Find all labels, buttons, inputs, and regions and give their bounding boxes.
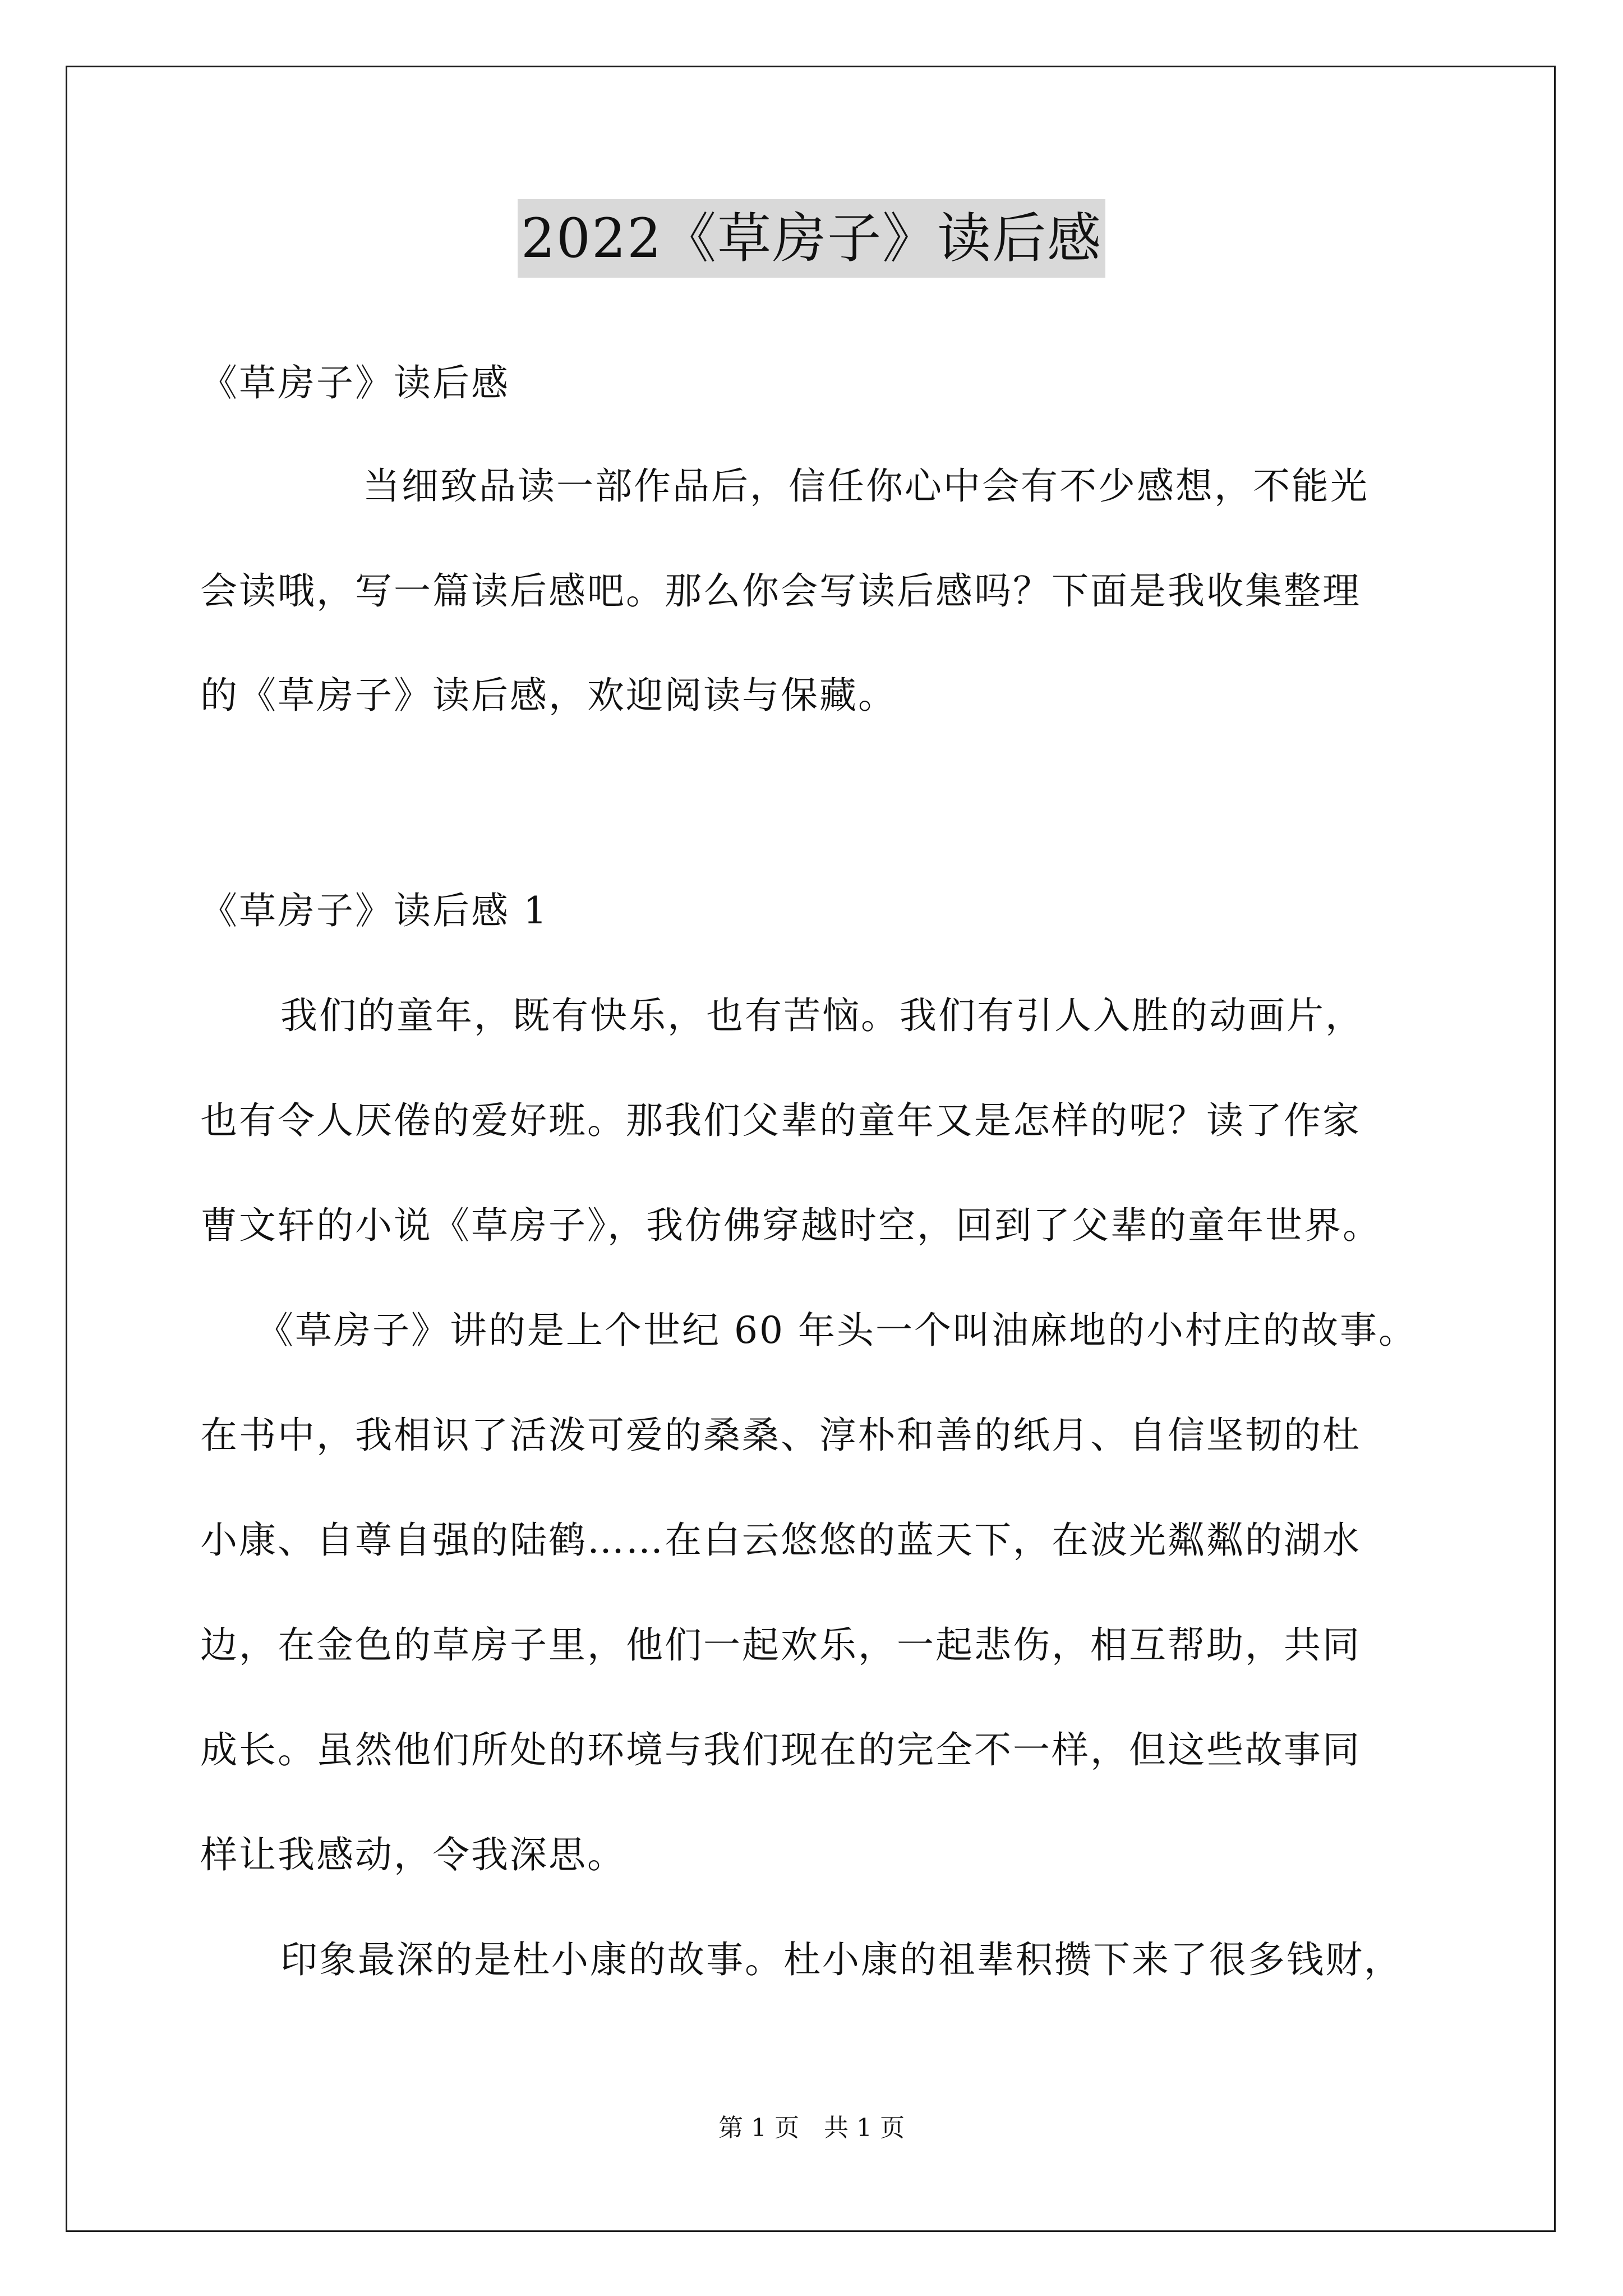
document-title: 2022《草房子》读后感	[518, 199, 1105, 278]
section-heading: 《草房子》读后感	[200, 361, 510, 404]
paragraph-line: 《草房子》讲的是上个世纪 60 年头一个叫油麻地的小村庄的故事。	[256, 1309, 1417, 1352]
section-heading: 《草房子》读后感 1	[200, 889, 548, 932]
paragraph-line: 在书中，我相识了活泼可爱的桑桑、淳朴和善的纸月、自信坚韧的杜	[200, 1414, 1361, 1457]
page-footer: 第 1 页 共 1 页	[718, 2114, 905, 2142]
paragraph-line: 也有令人厌倦的爱好班。那我们父辈的童年又是怎样的呢？读了作家	[200, 1099, 1361, 1142]
paragraph-line: 成长。虽然他们所处的环境与我们现在的完全不一样，但这些故事同	[200, 1728, 1361, 1772]
paragraph-line: 会读哦，写一篇读后感吧。那么你会写读后感吗？下面是我收集整理	[200, 569, 1361, 613]
paragraph-line: 小康、自尊自强的陆鹤……在白云悠悠的蓝天下，在波光粼粼的湖水	[200, 1519, 1361, 1562]
paragraph-line: 的《草房子》读后感，欢迎阅读与保藏。	[200, 674, 897, 717]
paragraph-line: 当细致品读一部作品后，信任你心中会有不少感想，不能光	[363, 464, 1369, 508]
paragraph-line: 印象最深的是杜小康的故事。杜小康的祖辈积攒下来了很多钱财，	[280, 1938, 1403, 1981]
paragraph-line: 边，在金色的草房子里，他们一起欢乐，一起悲伤，相互帮助，共同	[200, 1623, 1361, 1667]
paragraph-line: 样让我感动，令我深思。	[200, 1833, 626, 1876]
paragraph-line: 我们的童年，既有快乐，也有苦恼。我们有引人入胜的动画片，	[280, 994, 1364, 1037]
title-container	[0, 199, 1623, 278]
paragraph-line: 曹文轩的小说《草房子》，我仿佛穿越时空，回到了父辈的童年世界。	[200, 1204, 1381, 1247]
